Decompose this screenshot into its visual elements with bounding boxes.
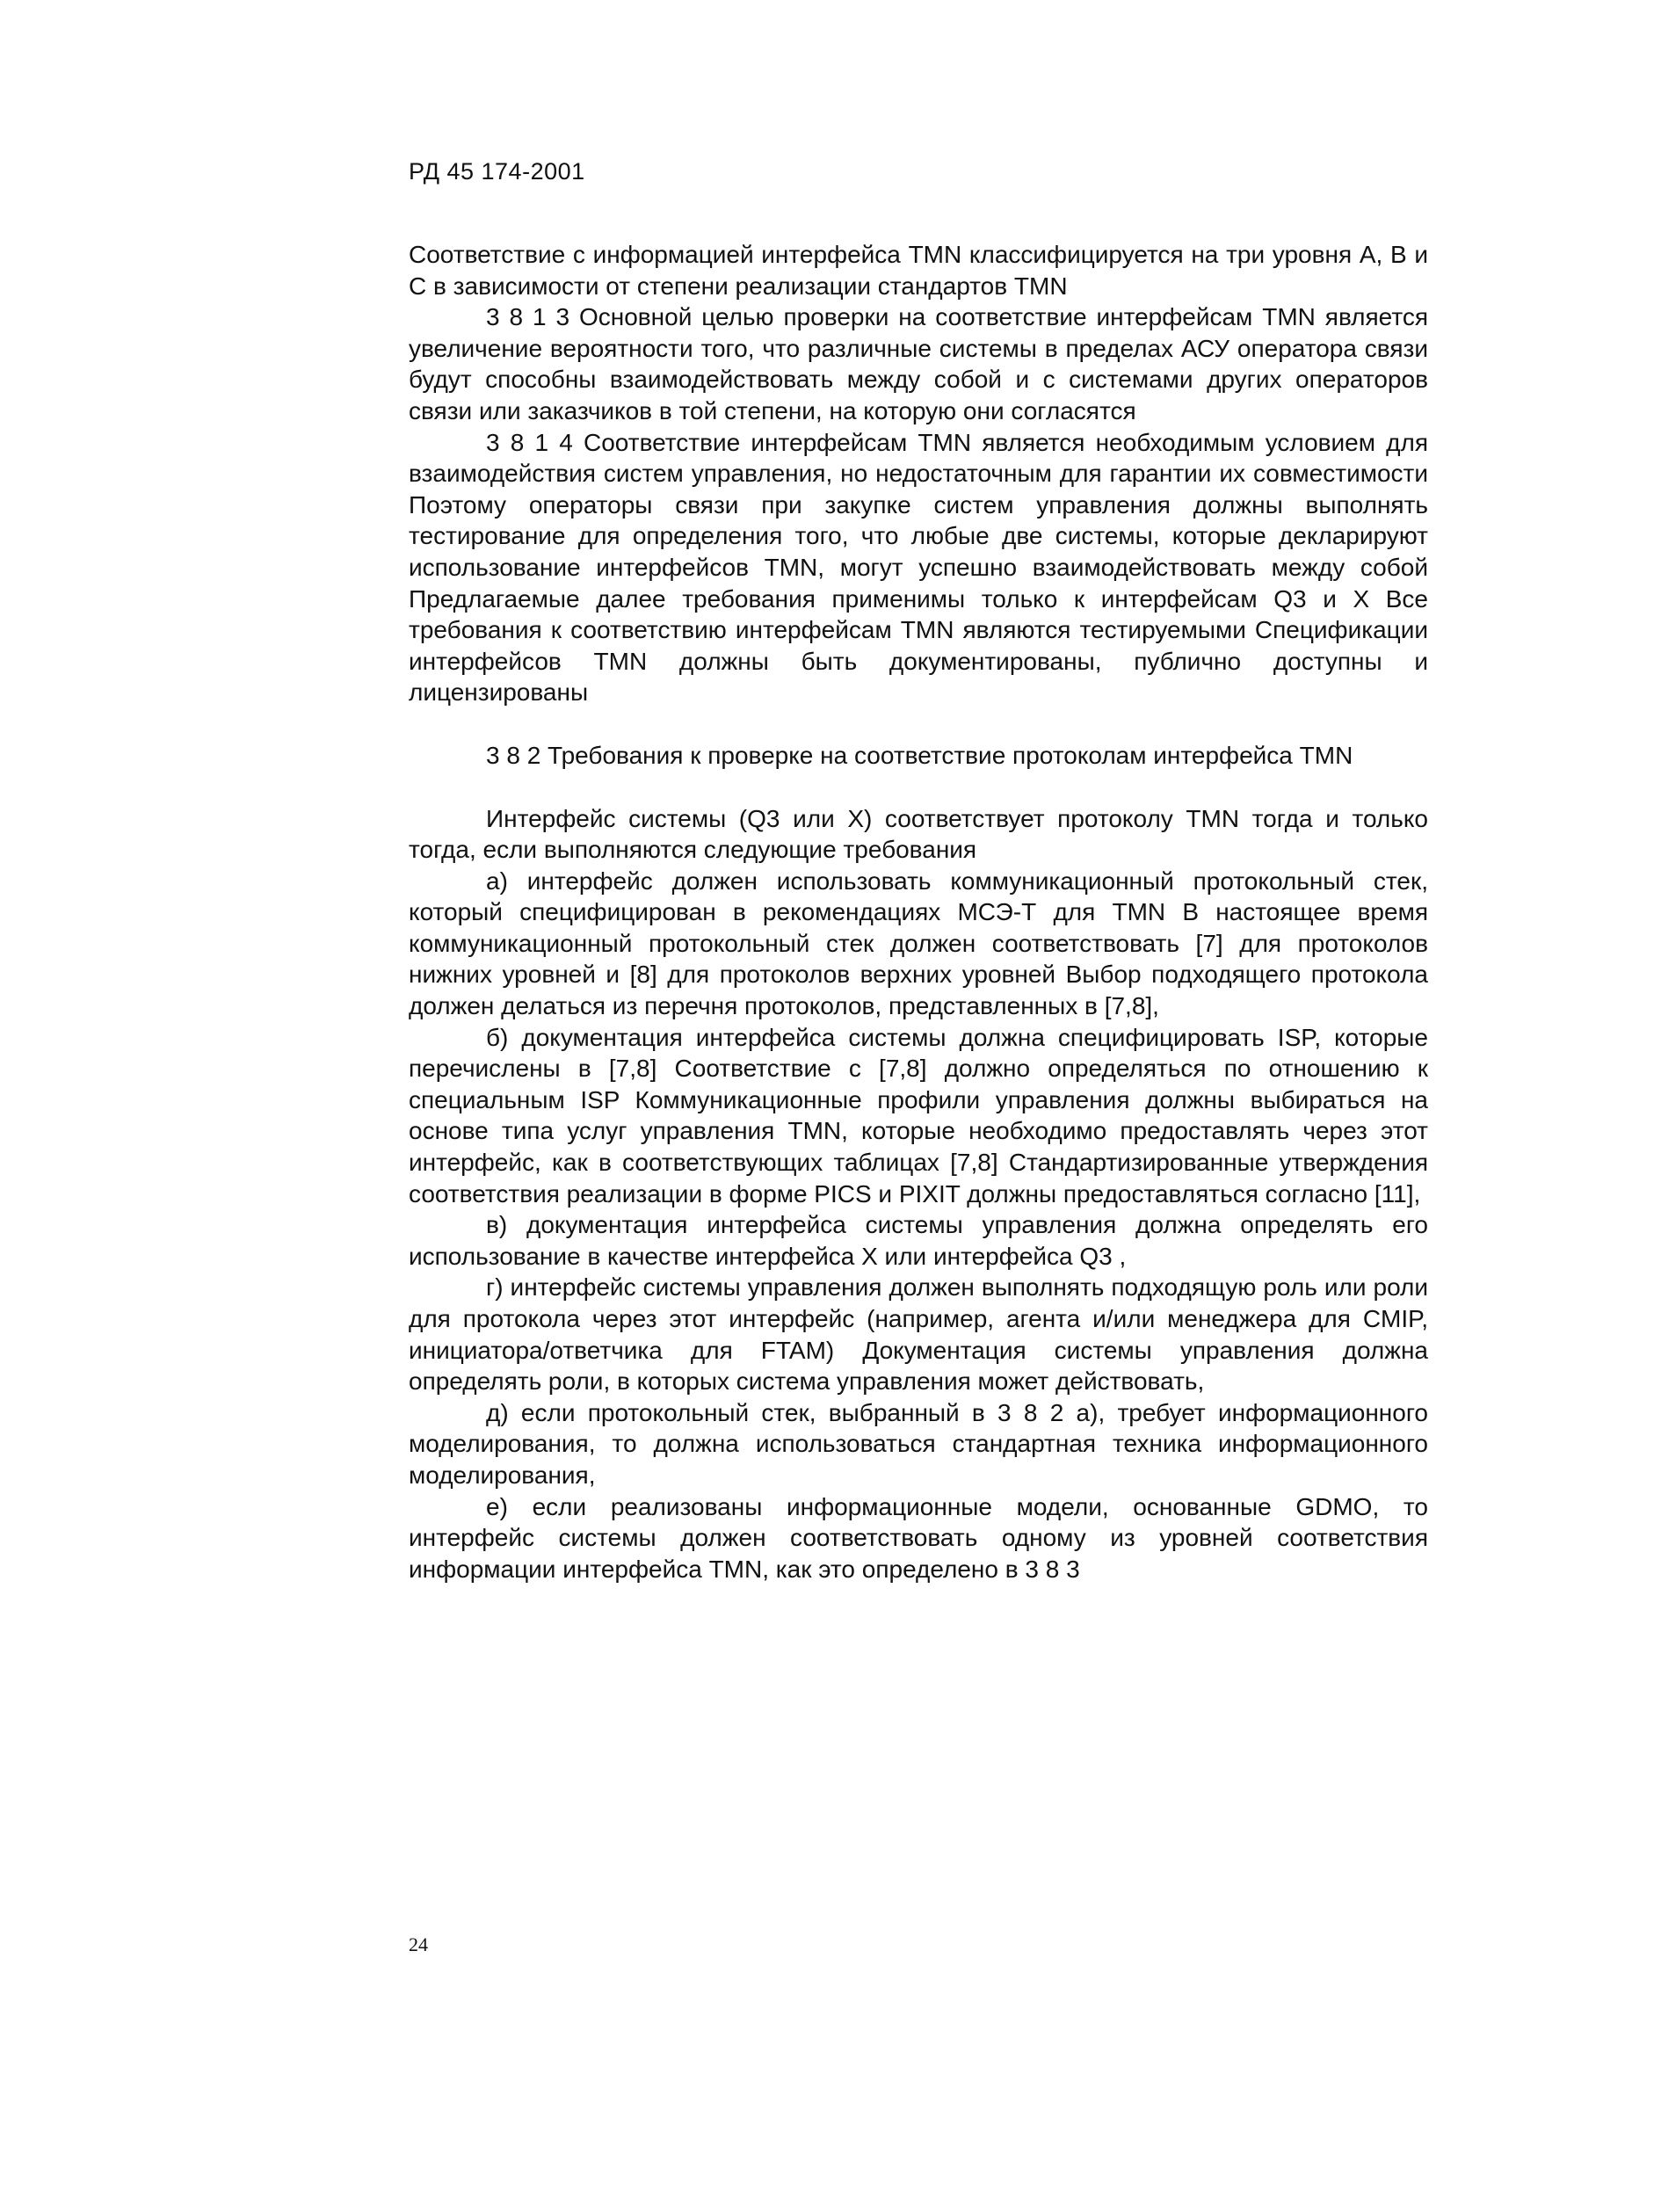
section-heading-382: 3 8 2 Требования к проверке на соответствие протоколам интерфейса TMN — [486, 741, 1353, 769]
list-item-a: а) интерфейс должен использовать коммуникационный протокольный стек, который специфицирован в рекомендациях МСЭ-Т для TMN В настоящее время коммуникационный протокольный стек должен соответствовать [7] для протоколов нижних уровней и [8] для протоколов верхних уровней Выбор подходящего протокола должен делаться из перечня протоколов, представленных в [7,8], — [409, 867, 1428, 1020]
document-body — [409, 239, 1428, 1585]
list-item-e: е) если реализованы информационные модели, основанные GDMO, то интерфейс системы должен соответствовать одному из уровней соответствия информации интерфейса TMN, как это определено в 3 8 3 — [409, 1492, 1428, 1583]
paragraph-protocol-requirements: Интерфейс системы (Q3 или X) соответствует протоколу TMN тогда и только тогда, если выполняются следующие требования — [409, 804, 1428, 864]
list-item-d: д) если протокольный стек, выбранный в 3 8 2 а), требует информационного моделирования, то должна использоваться стандартная техника информационного моделирования, — [409, 1398, 1428, 1489]
list-item-b: б) документация интерфейса системы должна специфицировать ISP, которые перечислены в [7,8] Соответствие с [7,8] должно определяться по отношению к специальным ISP Коммуникационные профили управления должны выбираться на основе типа услуг управления TMN, которые необходимо предоставлять через этот интерфейс, как в соответствующих таблицах [7,8] Стандартизированные утверждения соответствия реализации в форме PICS и PIXIT должны предоставляться согласно [11], — [409, 1023, 1428, 1208]
list-item-g: г) интерфейс системы управления должен выполнять подходящую роль или роли для протокола через этот интерфейс (например, агента и/или менеджера для CMIP, инициатора/ответчика для FTAM) Документация системы управления должна определять роли, в которых система управления может действовать, — [409, 1273, 1428, 1396]
paragraph-gap — [409, 772, 1428, 803]
list-item-v: в) документация интерфейса системы управления должна определять его использование в качестве интерфейса X или интерфейса Q3 , — [409, 1211, 1428, 1270]
paragraph-conformance-levels: Соответствие с информацией интерфейса TMN классифицируется на три уровня A, B и C в зависимости от степени реализации стандартов TMN — [409, 241, 1428, 300]
page-number: 24 — [409, 1933, 428, 1955]
paragraph-3814: 3 8 1 4 Соответствие интерфейсам TMN является необходимым условием для взаимодействия систем управления, но недостаточным для гарантии их совместимости Поэтому операторы связи при закупке систем управления должны выполнять тестирование для определения того, что любые две системы, которые декларируют использование интерфейсов TMN, могут успешно взаимодействовать между собой Предлагаемые далее требования применимы только к интерфейсам Q3 и X Все требования к соответствию интерфейсам TMN являются тестируемыми Спецификации интерфейсов TMN должны быть документированы, публично доступны и лицензированы — [409, 428, 1428, 707]
document-header: РД 45 174-2001 — [409, 158, 585, 185]
paragraph-3813: 3 8 1 3 Основной целью проверки на соответствие интерфейсам TMN является увеличение вероятности того, что различные системы в пределах АСУ оператора связи будут способны взаимодействовать между собой и с системами других операторов связи или заказчиков в той степени, на которую они согласятся — [409, 303, 1428, 424]
paragraph-gap — [409, 708, 1428, 740]
